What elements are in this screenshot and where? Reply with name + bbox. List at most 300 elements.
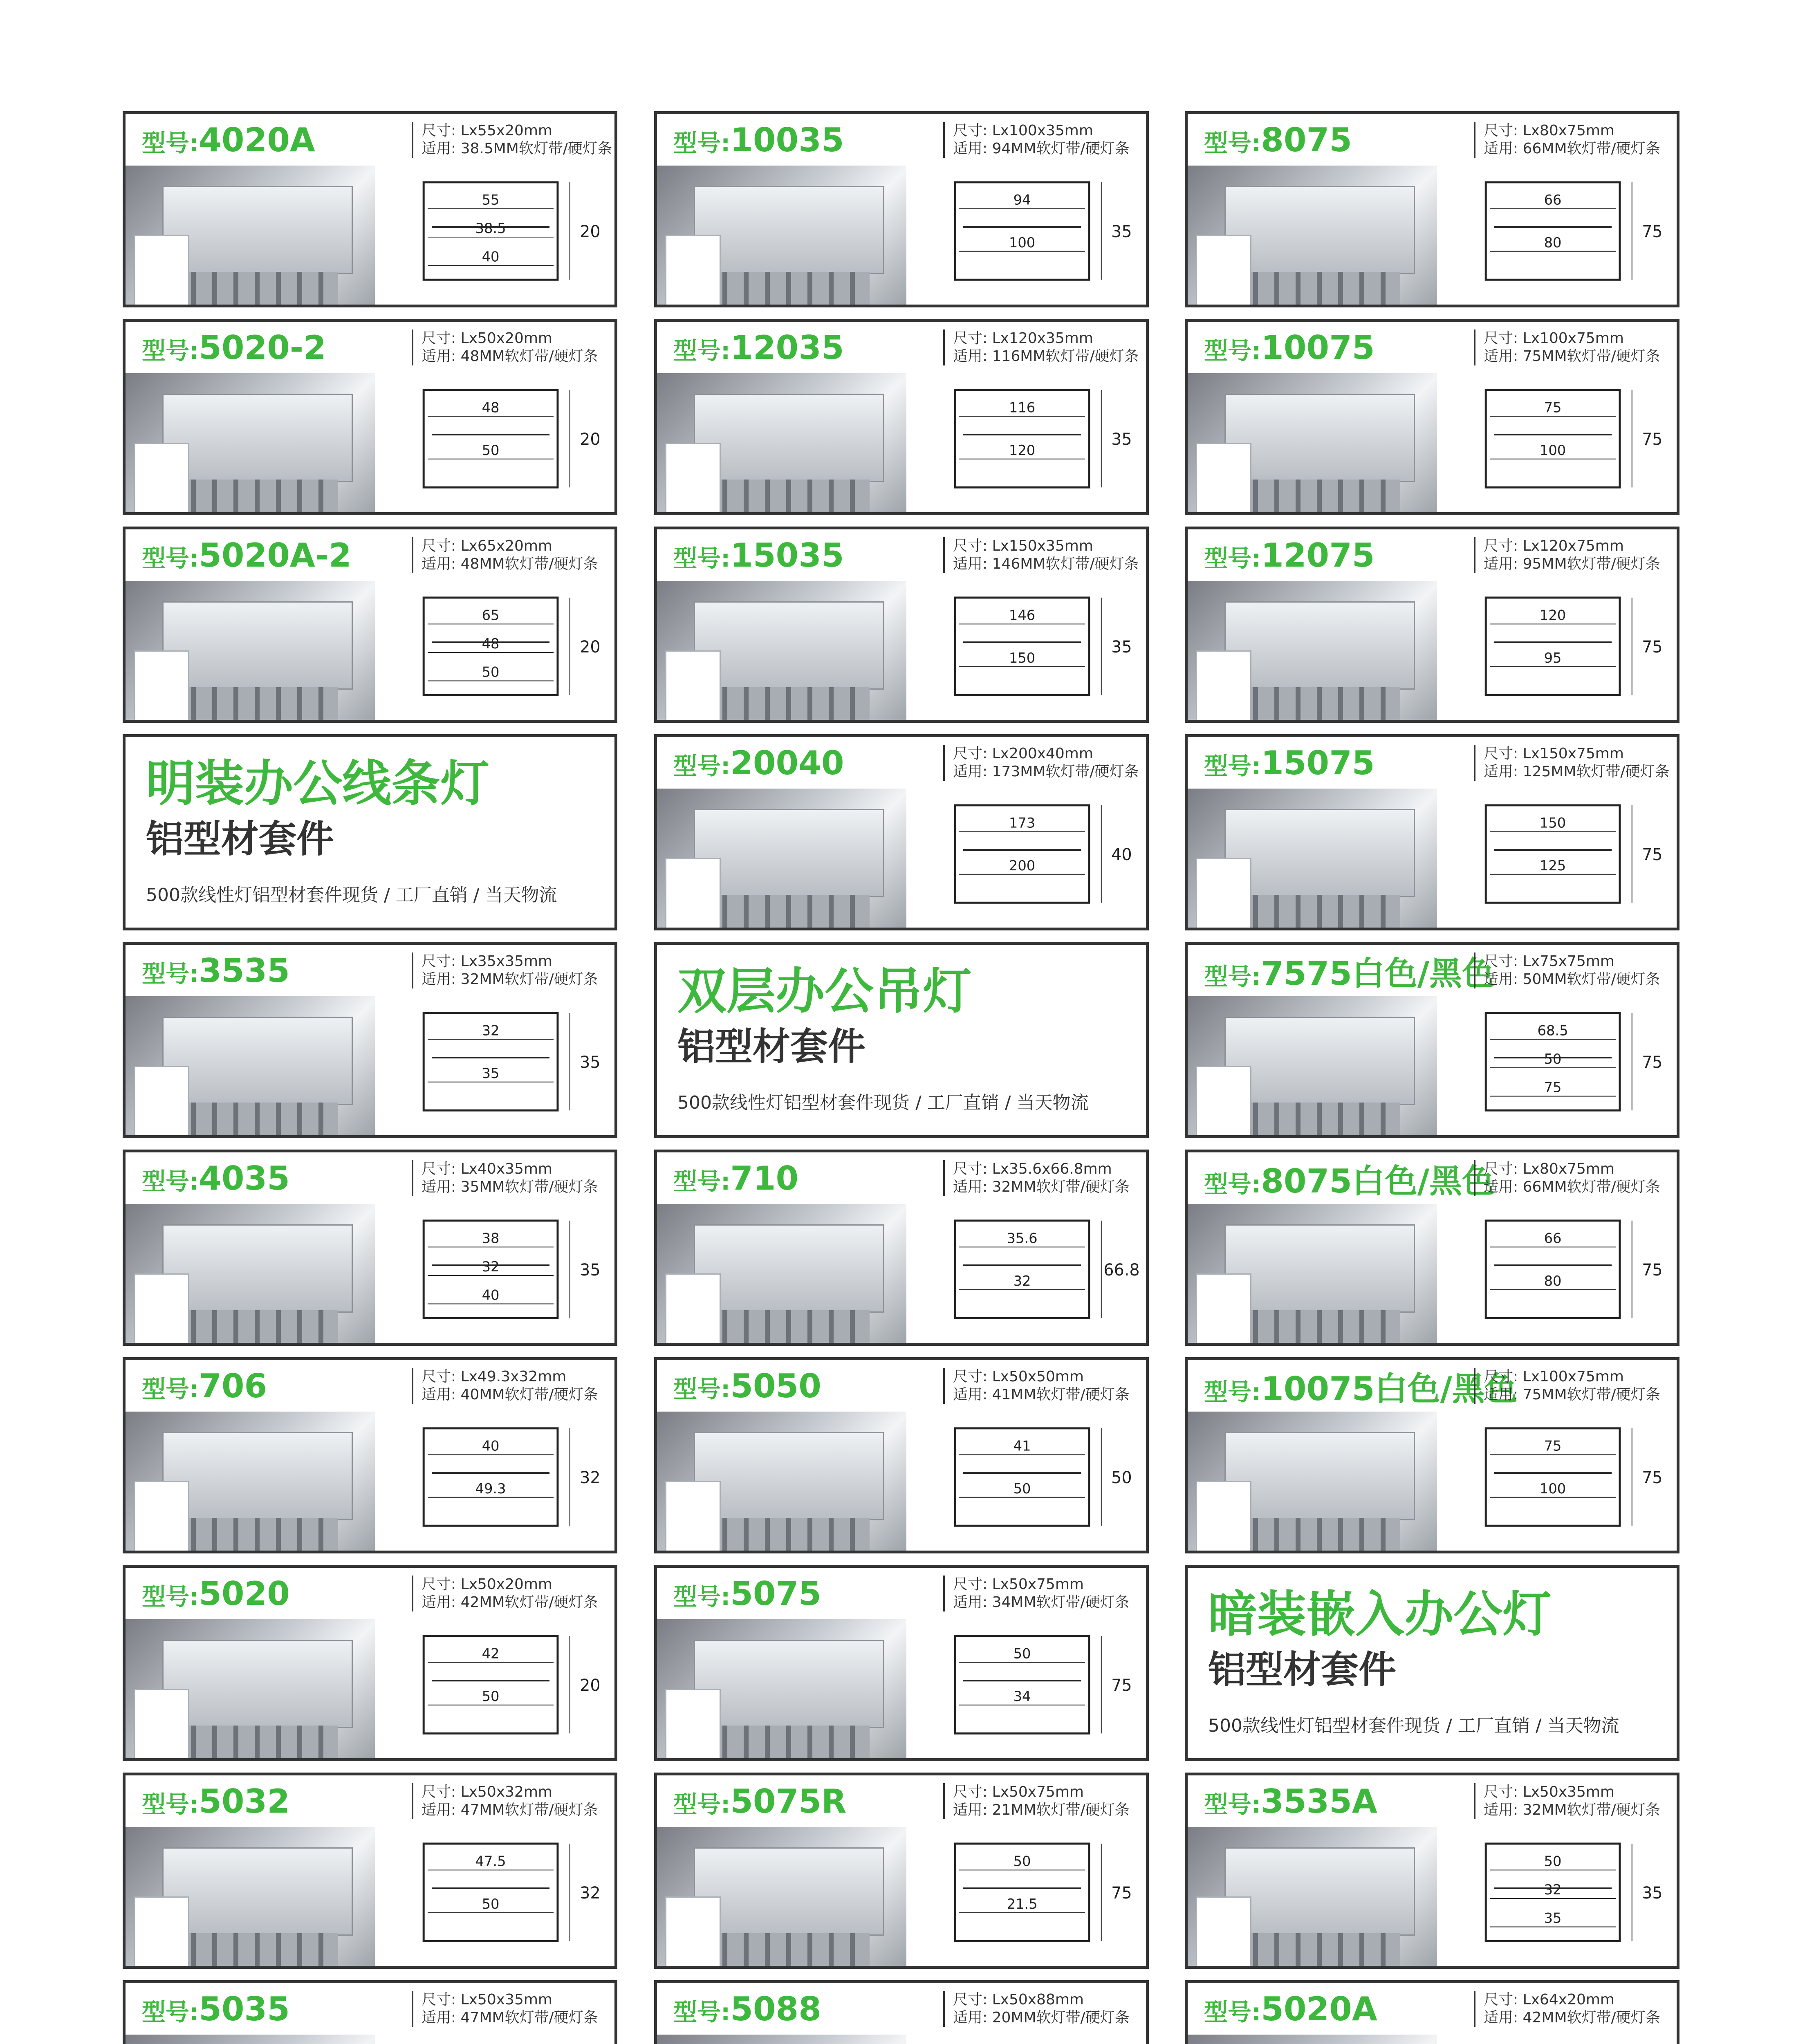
card-body xyxy=(657,581,1146,720)
dimension-label: 21.5 xyxy=(1007,1896,1038,1912)
profile-shape xyxy=(1224,601,1415,690)
profile-shape xyxy=(162,1017,353,1105)
card-header xyxy=(657,114,1146,166)
spec-fit: 适用: 66MM软灯带/硬灯条 xyxy=(1484,1179,1660,1195)
dimension-label: 146 xyxy=(1009,607,1036,623)
section-drawing xyxy=(375,581,614,720)
spec-block xyxy=(412,1368,598,1404)
section-drawing xyxy=(906,373,1146,512)
model-number xyxy=(657,329,943,367)
dimension-label: 80 xyxy=(1544,234,1562,251)
model-prefix: 型号: xyxy=(142,544,199,572)
section-drawing xyxy=(375,1412,614,1551)
profile-fins xyxy=(175,1518,338,1553)
card-header xyxy=(657,1360,1146,1412)
end-cap xyxy=(134,650,189,723)
card-body xyxy=(1188,581,1677,720)
drawing-svg xyxy=(1437,996,1677,1135)
dimension-label: 116 xyxy=(1009,399,1036,416)
height-label: 66.8 xyxy=(1103,1260,1140,1280)
model-value: 15075 xyxy=(1261,744,1375,782)
section-drawing xyxy=(375,1619,614,1758)
profile-fins xyxy=(175,1103,338,1138)
model-number xyxy=(657,1367,943,1405)
spec-block xyxy=(943,1991,1130,2027)
profile-fins xyxy=(175,1726,338,1761)
model-value: 5020A xyxy=(1261,1990,1377,2028)
profile-photo xyxy=(1188,996,1437,1135)
product-card xyxy=(1185,1980,1679,2044)
height-label: 75 xyxy=(1642,1053,1663,1072)
card-header xyxy=(1188,1360,1677,1412)
spec-size: 尺寸: Lx120x35mm xyxy=(953,330,1093,347)
spec-fit: 适用: 50MM软灯带/硬灯条 xyxy=(1484,971,1660,988)
drawing-svg xyxy=(1437,373,1677,512)
dimension-label: 150 xyxy=(1539,815,1566,831)
model-prefix: 型号: xyxy=(673,1375,731,1403)
dimension-label: 41 xyxy=(1013,1438,1031,1454)
card-header xyxy=(657,1775,1146,1827)
card-header xyxy=(126,529,614,581)
drawing-svg xyxy=(375,1827,614,1966)
card-body xyxy=(126,996,614,1135)
spec-size: 尺寸: Lx50x32mm xyxy=(422,1784,552,1800)
spec-size: 尺寸: Lx35x35mm xyxy=(422,953,552,970)
model-prefix: 型号: xyxy=(673,1790,731,1818)
spec-size: 尺寸: Lx40x35mm xyxy=(422,1161,552,1177)
dimension-label: 150 xyxy=(1009,650,1036,666)
profile-photo xyxy=(657,789,906,928)
profile-photo xyxy=(126,1412,375,1551)
spec-fit: 适用: 38.5MM软灯带/硬灯条 xyxy=(422,140,612,157)
profile-shape xyxy=(1224,394,1415,482)
card-body xyxy=(126,1204,614,1343)
product-card xyxy=(654,1773,1149,1969)
product-card xyxy=(123,527,617,723)
drawing-svg xyxy=(375,1412,614,1551)
drawing-svg xyxy=(1437,1412,1677,1551)
card-body xyxy=(1188,789,1677,928)
end-cap xyxy=(665,1273,721,1346)
card-body xyxy=(657,1619,1146,1758)
drawing-svg xyxy=(375,996,614,1135)
product-card xyxy=(1185,1357,1679,1553)
model-number xyxy=(1188,121,1474,159)
model-value: 3535A xyxy=(1261,1782,1377,1820)
dimension-label: 68.5 xyxy=(1537,1022,1568,1039)
product-card xyxy=(123,1357,617,1553)
height-label: 35 xyxy=(1111,222,1132,241)
drawing-svg xyxy=(375,581,614,720)
profile-fins xyxy=(706,480,870,515)
card-header xyxy=(126,1568,614,1619)
model-value: 5075 xyxy=(730,1574,821,1613)
profile-photo xyxy=(126,1619,375,1758)
spec-block xyxy=(943,329,1139,365)
dimension-label: 32 xyxy=(482,1022,500,1039)
dimension-label: 42 xyxy=(482,1645,500,1662)
end-cap xyxy=(665,858,721,930)
model-value: 10075白色/黑色 xyxy=(1261,1369,1518,1408)
model-number xyxy=(657,1575,943,1613)
spec-fit: 适用: 21MM软灯带/硬灯条 xyxy=(953,1802,1130,1818)
dimension-label: 50 xyxy=(482,1688,500,1704)
model-prefix: 型号: xyxy=(673,544,731,572)
drawing-svg xyxy=(375,2035,614,2044)
spec-block xyxy=(943,537,1139,573)
end-cap xyxy=(134,1689,189,1761)
card-header xyxy=(126,1775,614,1827)
model-number xyxy=(1188,329,1474,367)
model-value: 710 xyxy=(730,1159,799,1197)
product-card xyxy=(123,1773,617,1969)
dimension-label: 50 xyxy=(482,1896,500,1912)
profile-photo xyxy=(1188,166,1437,305)
dimension-label: 66 xyxy=(1544,1230,1562,1246)
card-header xyxy=(1188,1983,1677,2035)
card-header xyxy=(126,945,614,996)
card-header xyxy=(657,1983,1146,2035)
profile-shape xyxy=(694,809,884,897)
profile-shape xyxy=(694,1847,884,1936)
model-number xyxy=(657,1782,943,1820)
end-cap xyxy=(1196,1066,1251,1138)
spec-block xyxy=(943,745,1139,781)
profile-fins xyxy=(175,272,338,307)
card-body xyxy=(1188,1827,1677,1966)
card-body xyxy=(126,166,614,305)
model-number xyxy=(126,121,412,159)
spec-block xyxy=(1474,122,1660,158)
profile-shape xyxy=(694,1640,884,1728)
product-card xyxy=(1185,1773,1679,1969)
spec-size: 尺寸: Lx100x35mm xyxy=(953,122,1093,139)
product-card xyxy=(123,319,617,515)
model-prefix: 型号: xyxy=(142,1167,199,1195)
product-card xyxy=(654,1565,1149,1761)
spec-block xyxy=(412,329,598,365)
profile-photo xyxy=(126,1204,375,1343)
dimension-label: 32 xyxy=(1544,1882,1562,1898)
profile-photo xyxy=(1188,1827,1437,1966)
spec-block xyxy=(412,537,598,573)
height-label: 35 xyxy=(1111,430,1132,449)
product-card xyxy=(123,1150,617,1346)
drawing-svg xyxy=(906,1204,1146,1343)
end-cap xyxy=(665,1481,721,1553)
profile-photo xyxy=(126,166,375,305)
drawing-svg xyxy=(1437,789,1677,928)
product-card xyxy=(1185,942,1679,1138)
spec-size: 尺寸: Lx80x75mm xyxy=(1484,122,1614,139)
drawing-svg xyxy=(1437,581,1677,720)
profile-shape xyxy=(162,394,353,482)
section-drawing xyxy=(906,2035,1146,2044)
profile-fins xyxy=(1237,272,1400,307)
section-drawing xyxy=(375,1204,614,1343)
dimension-label: 32 xyxy=(1013,1273,1031,1289)
end-cap xyxy=(1196,858,1251,930)
dimension-label: 173 xyxy=(1009,815,1036,831)
height-label: 20 xyxy=(580,637,601,657)
height-label: 20 xyxy=(580,1676,601,1695)
spec-size: 尺寸: Lx64x20mm xyxy=(1484,1991,1614,2008)
model-value: 20040 xyxy=(730,744,844,782)
end-cap xyxy=(665,235,721,307)
profile-shape xyxy=(694,1432,884,1520)
spec-fit: 适用: 146MM软灯带/硬灯条 xyxy=(953,556,1139,572)
dimension-label: 120 xyxy=(1539,607,1566,623)
spec-fit: 适用: 40MM软灯带/硬灯条 xyxy=(422,1386,598,1403)
profile-fins xyxy=(1237,1518,1400,1553)
model-number xyxy=(657,536,943,574)
profile-shape xyxy=(694,186,884,274)
model-prefix: 型号: xyxy=(142,129,199,157)
spec-size: 尺寸: Lx75x75mm xyxy=(1484,953,1614,970)
card-body xyxy=(1188,373,1677,512)
dimension-label: 95 xyxy=(1544,650,1562,666)
card-header xyxy=(657,1568,1146,1619)
height-label: 75 xyxy=(1111,1676,1132,1695)
profile-photo xyxy=(1188,1412,1437,1551)
model-value: 8075白色/黑色 xyxy=(1261,1162,1495,1200)
profile-shape xyxy=(1224,186,1415,274)
profile-fins xyxy=(1237,895,1400,930)
dimension-label: 75 xyxy=(1544,1079,1562,1096)
profile-shape xyxy=(162,1432,353,1520)
profile-fins xyxy=(175,480,338,515)
dimension-label: 34 xyxy=(1013,1688,1031,1704)
card-body xyxy=(126,1619,614,1758)
dimension-label: 80 xyxy=(1544,1273,1562,1289)
section-drawing xyxy=(906,581,1146,720)
model-value: 12075 xyxy=(1261,536,1375,574)
section-drawing xyxy=(906,1619,1146,1758)
spec-size: 尺寸: Lx200x40mm xyxy=(953,745,1093,762)
card-body xyxy=(126,581,614,720)
model-value: 5020A-2 xyxy=(199,536,352,574)
product-card xyxy=(1185,111,1679,307)
card-body xyxy=(1188,996,1677,1135)
spec-size: 尺寸: Lx50x35mm xyxy=(422,1991,552,2008)
model-number xyxy=(1188,1990,1474,2028)
dimension-label: 40 xyxy=(482,1287,500,1303)
profile-photo xyxy=(1188,581,1437,720)
height-label: 32 xyxy=(580,1883,601,1903)
spec-block xyxy=(1474,1991,1660,2027)
section-drawing xyxy=(1437,789,1677,928)
section-drawing xyxy=(906,789,1146,928)
profile-fins xyxy=(1237,1933,1400,1969)
spec-fit: 适用: 42MM软灯带/硬灯条 xyxy=(422,1594,598,1611)
profile-fins xyxy=(175,1310,338,1346)
spec-block xyxy=(1474,1783,1660,1819)
product-card xyxy=(654,1357,1149,1553)
model-prefix: 型号: xyxy=(1204,1998,1261,2026)
card-body xyxy=(657,1412,1146,1551)
card-body xyxy=(657,1827,1146,1966)
height-label: 75 xyxy=(1642,1468,1663,1487)
end-cap xyxy=(134,1481,189,1553)
profile-photo xyxy=(657,1619,906,1758)
drawing-svg xyxy=(906,789,1146,928)
drawing-svg xyxy=(375,1204,614,1343)
model-number xyxy=(126,536,412,574)
model-value: 5035 xyxy=(199,1990,290,2028)
model-value: 10035 xyxy=(730,121,844,159)
promo-tagline: 500款线性灯铝型材套件现货 / 工厂直销 / 当天物流 xyxy=(146,885,557,905)
height-label: 40 xyxy=(1111,845,1132,864)
spec-fit: 适用: 32MM软灯带/硬灯条 xyxy=(953,1179,1130,1195)
dimension-label: 32 xyxy=(482,1259,500,1275)
card-body xyxy=(657,166,1146,305)
model-number xyxy=(657,744,943,782)
section-drawing xyxy=(1437,1412,1677,1551)
card-header xyxy=(126,322,614,373)
profile-fins xyxy=(706,687,870,723)
card-body xyxy=(1188,166,1677,305)
section-drawing xyxy=(375,373,614,512)
profile-shape xyxy=(162,1224,353,1313)
promo-card xyxy=(123,734,617,930)
model-number xyxy=(126,329,412,367)
spec-size: 尺寸: Lx50x75mm xyxy=(953,1784,1084,1800)
card-body xyxy=(126,2035,614,2044)
dimension-label: 50 xyxy=(1544,1051,1562,1067)
dimension-label: 50 xyxy=(1544,1853,1562,1869)
section-drawing xyxy=(375,996,614,1135)
spec-block xyxy=(943,122,1130,158)
spec-block xyxy=(412,1160,598,1196)
spec-block xyxy=(943,1783,1130,1819)
model-number xyxy=(1188,947,1495,994)
height-label: 75 xyxy=(1642,430,1663,449)
section-drawing xyxy=(375,1827,614,1966)
spec-fit: 适用: 75MM软灯带/硬灯条 xyxy=(1484,1386,1660,1403)
model-prefix: 型号: xyxy=(673,1998,731,2026)
profile-photo xyxy=(126,373,375,512)
dimension-label: 48 xyxy=(482,636,500,652)
profile-fins xyxy=(706,272,870,307)
model-value: 4035 xyxy=(199,1159,290,1197)
spec-block xyxy=(1474,1160,1660,1196)
dimension-label: 75 xyxy=(1544,399,1562,416)
spec-fit: 适用: 41MM软灯带/硬灯条 xyxy=(953,1386,1130,1403)
spec-size: 尺寸: Lx120x75mm xyxy=(1484,538,1624,554)
spec-size: 尺寸: Lx50x88mm xyxy=(953,1991,1084,2008)
section-drawing xyxy=(906,1827,1146,1966)
model-number xyxy=(657,1990,943,2028)
spec-fit: 适用: 48MM软灯带/硬灯条 xyxy=(422,348,598,365)
height-label: 35 xyxy=(580,1260,601,1280)
profile-shape xyxy=(694,1224,884,1313)
model-prefix: 型号: xyxy=(142,959,199,988)
model-number xyxy=(126,1575,412,1613)
spec-size: 尺寸: Lx100x75mm xyxy=(1484,1368,1624,1385)
model-prefix: 型号: xyxy=(142,1375,199,1403)
profile-shape xyxy=(694,394,884,482)
profile-photo xyxy=(126,581,375,720)
spec-block xyxy=(1474,1368,1660,1404)
spec-size: 尺寸: Lx150x35mm xyxy=(953,538,1093,554)
card-header xyxy=(1188,322,1677,373)
dimension-label: 48 xyxy=(482,399,500,416)
dimension-label: 40 xyxy=(482,249,500,265)
dimension-label: 50 xyxy=(1013,1853,1031,1869)
section-drawing xyxy=(906,166,1146,305)
profile-photo xyxy=(126,2035,375,2044)
dimension-label: 50 xyxy=(482,442,500,458)
card-header xyxy=(657,737,1146,789)
end-cap xyxy=(1196,235,1251,307)
spec-size: 尺寸: Lx65x20mm xyxy=(422,538,552,554)
profile-fins xyxy=(706,1933,870,1969)
model-number xyxy=(126,1367,412,1405)
spec-fit: 适用: 94MM软灯带/硬灯条 xyxy=(953,140,1130,157)
product-card xyxy=(1185,319,1679,515)
card-header xyxy=(1188,114,1677,166)
section-drawing xyxy=(1437,581,1677,720)
profile-photo xyxy=(1188,2035,1437,2044)
model-number xyxy=(657,121,943,159)
dimension-label: 35.6 xyxy=(1007,1230,1038,1246)
spec-fit: 适用: 66MM软灯带/硬灯条 xyxy=(1484,140,1660,157)
promo-title: 暗装嵌入办公灯 xyxy=(1208,1586,1552,1643)
end-cap xyxy=(1196,443,1251,515)
spec-fit: 适用: 173MM软灯带/硬灯条 xyxy=(953,763,1139,780)
dimension-label: 55 xyxy=(482,192,500,208)
spec-fit: 适用: 34MM软灯带/硬灯条 xyxy=(953,1594,1130,1611)
section-drawing xyxy=(375,166,614,305)
card-header xyxy=(126,1983,614,2035)
profile-photo xyxy=(657,1827,906,1966)
promo-title: 明装办公线条灯 xyxy=(146,755,489,812)
end-cap xyxy=(134,1066,189,1138)
dimension-label: 50 xyxy=(482,664,500,680)
card-header xyxy=(1188,529,1677,581)
section-drawing xyxy=(906,1204,1146,1343)
product-card xyxy=(1185,1150,1679,1346)
promo-subtitle: 铝型材套件 xyxy=(677,1025,866,1069)
dimension-label: 100 xyxy=(1539,442,1566,458)
height-label: 20 xyxy=(580,222,601,241)
height-label: 75 xyxy=(1642,845,1663,864)
model-prefix: 型号: xyxy=(1204,752,1261,780)
spec-size: 尺寸: Lx100x75mm xyxy=(1484,330,1624,347)
profile-shape xyxy=(1224,1224,1415,1313)
drawing-svg xyxy=(906,166,1146,305)
dimension-label: 120 xyxy=(1009,442,1036,458)
height-label: 75 xyxy=(1642,637,1663,657)
promo-tagline: 500款线性灯铝型材套件现货 / 工厂直销 / 当天物流 xyxy=(677,1092,1089,1113)
end-cap xyxy=(1196,650,1251,723)
spec-block xyxy=(412,1783,598,1819)
profile-fins xyxy=(706,895,870,930)
card-header xyxy=(126,114,614,166)
model-prefix: 型号: xyxy=(142,1582,199,1611)
spec-block xyxy=(943,1160,1130,1196)
drawing-svg xyxy=(1437,1827,1677,1966)
product-card xyxy=(654,319,1149,515)
card-body xyxy=(126,1412,614,1551)
spec-size: 尺寸: Lx50x75mm xyxy=(953,1576,1084,1593)
drawing-svg xyxy=(906,373,1146,512)
model-prefix: 型号: xyxy=(142,1790,199,1818)
dimension-label: 66 xyxy=(1544,192,1562,208)
spec-size: 尺寸: Lx50x35mm xyxy=(1484,1784,1614,1800)
dimension-label: 49.3 xyxy=(475,1480,506,1497)
profile-shape xyxy=(1224,1017,1415,1105)
